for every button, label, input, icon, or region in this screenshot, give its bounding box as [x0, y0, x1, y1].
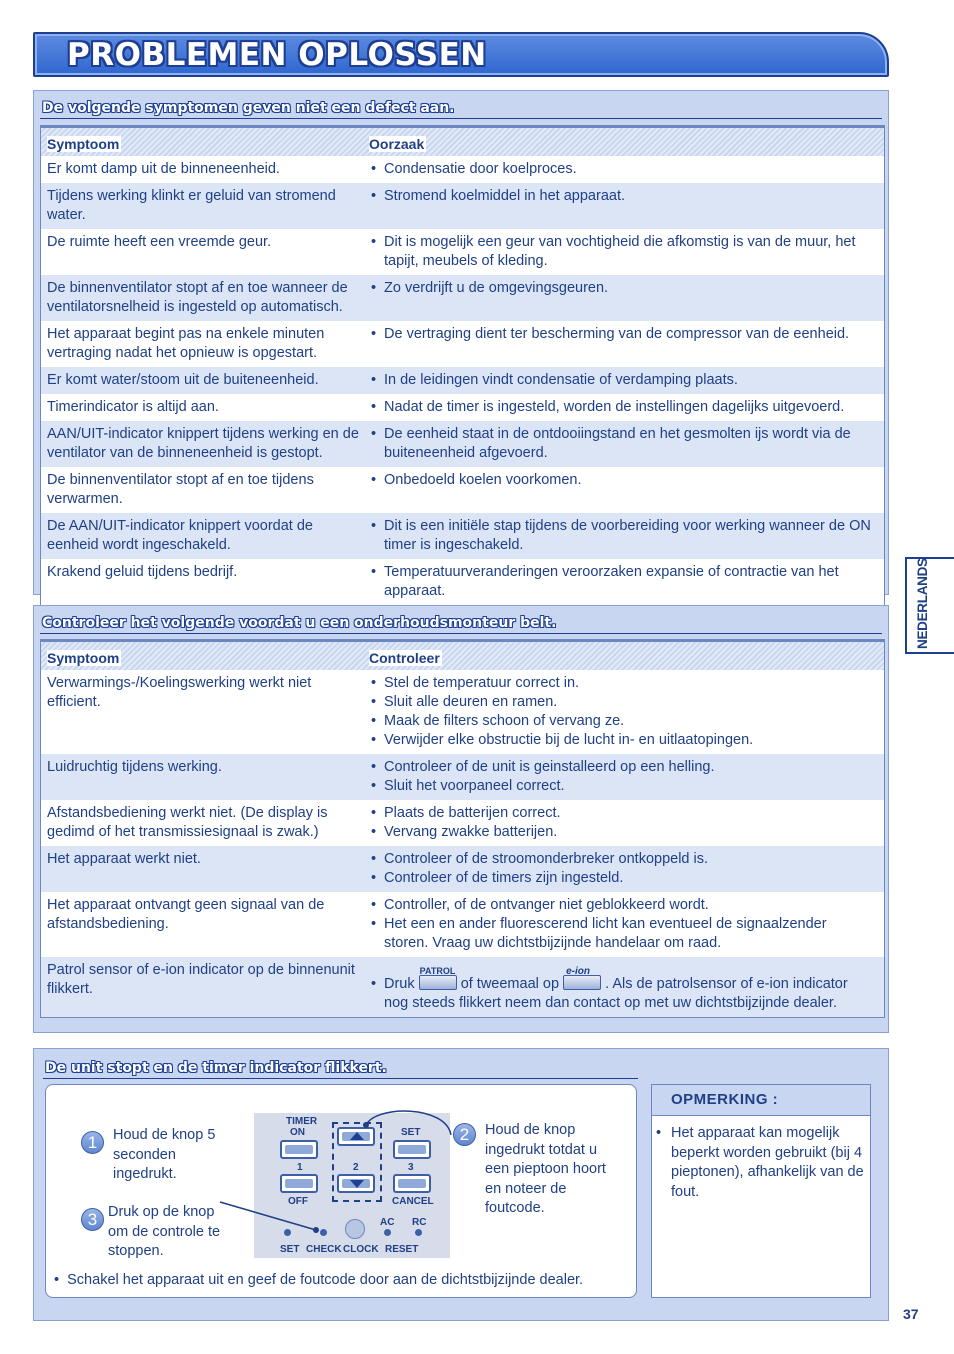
- bullet-dot: •: [371, 897, 377, 913]
- table-row: [41, 229, 884, 275]
- down-arrow-icon: [350, 1180, 364, 1188]
- cause-cell: [369, 394, 884, 421]
- symptom-cell: AAN/UIT-indicator knippert tijdens werking en de ventilator van de binneneenheid is gestopt.: [47, 426, 359, 461]
- page-title: PROBLEMEN OPLOSSEN: [67, 37, 487, 73]
- bullet-dot: •: [371, 472, 377, 488]
- cause-cell: [369, 321, 884, 367]
- bullet-text: Condensatie door koelproces.: [384, 161, 577, 177]
- bullet-dot: •: [371, 280, 377, 296]
- bullet-item: [369, 371, 874, 390]
- bullet-dot: •: [371, 326, 377, 342]
- section-no-defect: [33, 90, 889, 599]
- bullet-text: Sluit alle deuren en ramen.: [384, 694, 558, 710]
- bullet-item: [369, 325, 874, 344]
- bullet-text: Temperatuurveranderingen veroorzaken expansie of contractie van het apparaat.: [384, 564, 839, 599]
- final-instruction-text: Schakel het apparaat uit en geef de foutcode door aan de dichtstbijzijnde dealer.: [67, 1272, 584, 1288]
- bullet-dot: •: [371, 694, 377, 710]
- bullet-item: [369, 187, 874, 206]
- bullet-dot: •: [371, 564, 377, 580]
- bullet-item: [369, 425, 874, 463]
- page-number: 37: [903, 1306, 919, 1322]
- table-row: [41, 957, 884, 1017]
- bullet-text: Plaats de batterijen correct.: [384, 805, 561, 821]
- bullet-text: Maak de filters schoon of vervang ze.: [384, 713, 625, 729]
- cancel-button[interactable]: [393, 1174, 431, 1193]
- step-2-badge: 2: [453, 1123, 476, 1146]
- bullet-item: [369, 471, 874, 490]
- bullet-dot: •: [371, 732, 377, 748]
- bullet-text: De vertraging dient ter bescherming van de compressor van de eenheid.: [384, 326, 850, 342]
- bullet-item: [369, 758, 874, 777]
- set-label: SET: [401, 1127, 421, 1138]
- up-arrow-icon: [350, 1132, 364, 1140]
- symptom-cell: De AAN/UIT-indicator knippert voordat de eenheid wordt ingeschakeld.: [47, 518, 313, 553]
- bullet-dot: •: [371, 372, 377, 388]
- cause-cell: [369, 559, 884, 605]
- cause-cell: [369, 800, 884, 846]
- bullet-dot: •: [371, 870, 377, 886]
- table-header: [41, 126, 884, 156]
- reset-label: RESET: [385, 1244, 419, 1255]
- bullet-dot: •: [371, 426, 377, 442]
- table-row: [41, 559, 884, 605]
- bullet-item: [369, 517, 874, 555]
- table-row: [41, 367, 884, 394]
- step-3-badge: 3: [81, 1208, 104, 1231]
- table-row: [41, 754, 884, 800]
- check-table: [40, 639, 885, 1018]
- cause-cell: [369, 367, 884, 394]
- bullet-item: [369, 563, 874, 601]
- rest-text: . Als de patrolsensor of e-ion indicator nog steeds flikkert neem dan contact op met uw dichtstbijzijnde dealer.: [384, 976, 848, 1011]
- symptom-cell: Krakend geluid tijdens bedrijf.: [47, 564, 238, 580]
- patrol-button-icon: [419, 966, 457, 990]
- instruction-box: [45, 1084, 637, 1298]
- rc-dot-button[interactable]: [415, 1229, 422, 1236]
- bullet-item: [369, 712, 874, 731]
- table-row: [41, 321, 884, 367]
- bullet-dot: •: [371, 976, 377, 992]
- bullet-item: [369, 804, 874, 823]
- cause-cell: [369, 957, 884, 1017]
- bullet-item: [369, 233, 874, 271]
- btn2-label: 2: [353, 1162, 359, 1173]
- cause-cell: [369, 421, 884, 467]
- cause-cell: [369, 183, 884, 229]
- bullet-item: [369, 693, 874, 712]
- bullet-dot: •: [371, 759, 377, 775]
- note-body: [656, 1124, 868, 1202]
- section-heading: De unit stopt en de timer indicator flikkert.: [45, 1060, 387, 1076]
- cause-cell: [369, 229, 884, 275]
- symptom-cell: Het apparaat werkt niet.: [47, 851, 201, 867]
- bullet-text: Het een en ander fluorescerend licht kan eventueel de signaalzender storen. Vraag uw dichtstbijzijnde handelaar om raad.: [384, 916, 827, 951]
- step-1-text: Houd de knop 5 seconden ingedrukt.: [113, 1127, 216, 1182]
- col-cause-header: Oorzaak: [369, 136, 425, 152]
- bullet-dot: •: [371, 188, 377, 204]
- cause-cell: [369, 467, 884, 513]
- bullet-item: [369, 850, 874, 869]
- bullet-dot: •: [371, 805, 377, 821]
- note-text: Het apparaat kan mogelijk beperkt worden gebruikt (bij 4 pieptonen), afhankelijk van de fout.: [671, 1125, 864, 1200]
- section-check-before-call: [33, 605, 889, 1033]
- bottom-set-label: SET: [280, 1244, 300, 1255]
- bullet-text: In de leidingen vindt condensatie of verdamping plaats.: [384, 372, 738, 388]
- bullet-dot: •: [371, 851, 377, 867]
- bullet-dot: •: [371, 675, 377, 691]
- symptom-cell: Tijdens werking klinkt er geluid van stromend water.: [47, 188, 336, 223]
- table-header: [41, 640, 884, 670]
- bullet-text: Controleer of de unit is geinstalleerd op een helling.: [384, 759, 715, 775]
- bullet-item: [369, 279, 874, 298]
- table-row: [41, 156, 884, 183]
- bullet-text: Verwijder elke obstructie bij de lucht in- en uitlaatopingen.: [384, 732, 754, 748]
- title-bar: [33, 32, 889, 77]
- symptom-cell: Patrol sensor of e-ion indicator op de binnenunit flikkert.: [47, 962, 355, 997]
- symptom-cell: Luidruchtig tijdens werking.: [47, 759, 222, 775]
- bullet-text: Dit is mogelijk een geur van vochtigheid die afkomstig is van de muur, het tapijt, meubels of kleding.: [384, 234, 856, 269]
- step-3-text: Druk op de knop om de controle te stoppen.: [108, 1204, 221, 1259]
- cause-cell: [369, 513, 884, 559]
- bullet-text: Stromend koelmiddel in het apparaat.: [384, 188, 626, 204]
- bullet-item: [369, 398, 874, 417]
- rc-label: RC: [412, 1217, 427, 1228]
- btn1-label: 1: [297, 1162, 303, 1173]
- bullet-item: [369, 869, 874, 888]
- ac-dot-button[interactable]: [384, 1229, 391, 1236]
- section-heading: De volgende symptomen geven niet een defect aan.: [42, 100, 455, 116]
- bullet-text: [384, 966, 874, 1013]
- bullet-item: [369, 674, 874, 693]
- bullet-text: Stel de temperatuur correct in.: [384, 675, 580, 691]
- bullet-dot: •: [371, 518, 377, 534]
- table-row: [41, 513, 884, 559]
- bullet-item: [369, 896, 874, 915]
- timer-on-button[interactable]: [280, 1140, 318, 1159]
- table-row: [41, 800, 884, 846]
- cause-cell: [369, 846, 884, 892]
- final-instruction: [54, 1271, 629, 1291]
- symptom-cell: De binnenventilator stopt af en toe tijdens verwarmen.: [47, 472, 314, 507]
- col-check-header: Controleer: [369, 650, 440, 666]
- set-dot-button[interactable]: [284, 1229, 291, 1236]
- ac-label: AC: [380, 1217, 395, 1228]
- set-button[interactable]: [393, 1140, 431, 1159]
- timer-label: TIMER: [286, 1116, 318, 1127]
- off-label: OFF: [288, 1196, 308, 1207]
- bullet-dot: •: [371, 234, 377, 250]
- bullet-text: Dit is een initiële stap tijdens de voorbereiding voor werking wanneer de ON timer is ingeschakeld.: [384, 518, 871, 553]
- symptom-cell: Verwarmings-/Koelingswerking werkt niet efficient.: [47, 675, 312, 710]
- col-symptom-header: Symptoom: [47, 650, 120, 666]
- bullet-text: Sluit het voorpaneel correct.: [384, 778, 565, 794]
- col-symptom-header: Symptoom: [47, 136, 120, 152]
- check-dot-button[interactable]: [320, 1229, 327, 1236]
- twice-text: of tweemaal op: [460, 976, 560, 992]
- bullet-text: Onbedoeld koelen voorkomen.: [384, 472, 582, 488]
- bullet-text: Controleer of de timers zijn ingesteld.: [384, 870, 624, 886]
- eion-button-icon: [563, 966, 601, 990]
- bullet-text: Nadat de timer is ingesteld, worden de instellingen dagelijks uitgevoerd.: [384, 399, 845, 415]
- section-timer-flicker: [33, 1048, 889, 1321]
- table-row: [41, 183, 884, 229]
- symptom-table: [40, 125, 885, 606]
- btn3-label: 3: [408, 1162, 414, 1173]
- cause-cell: [369, 892, 884, 957]
- bullet-item: [369, 823, 874, 842]
- bullet-item: [369, 915, 874, 953]
- clock-label: CLOCK: [343, 1244, 379, 1255]
- bullet-text: De eenheid staat in de ontdooiingstand en het gesmolten ijs wordt via de buiteneenheid afgevoerd.: [384, 426, 851, 461]
- bullet-item: [369, 966, 874, 1013]
- language-tab: [905, 557, 954, 654]
- symptom-cell: Het apparaat begint pas na enkele minuten vertraging nadat het opnieuw is opgestart.: [47, 326, 325, 361]
- language-label: NEDERLANDS: [915, 558, 930, 649]
- bullet-dot: •: [371, 824, 377, 840]
- symptom-cell: Timerindicator is altijd aan.: [47, 399, 219, 415]
- symptom-cell: Er komt damp uit de binneneenheid.: [47, 161, 280, 177]
- step-2-text: Houd de knop ingedrukt totdat u een pieptoon hoort en noteer de foutcode.: [485, 1122, 606, 1216]
- bullet-item: [369, 777, 874, 796]
- eion-label: e-ion: [566, 966, 590, 977]
- bullet-dot: •: [371, 399, 377, 415]
- bullet-item: [369, 731, 874, 750]
- table-row: [41, 892, 884, 957]
- bullet-text: Vervang zwakke batterijen.: [384, 824, 558, 840]
- table-row: [41, 670, 884, 754]
- table-body: [41, 670, 884, 1017]
- clock-button[interactable]: [345, 1219, 365, 1239]
- bullet-dot: •: [371, 713, 377, 729]
- symptom-cell: Er komt water/stoom uit de buiteneenheid.: [47, 372, 319, 388]
- up-button[interactable]: [337, 1127, 375, 1146]
- table-row: [41, 394, 884, 421]
- check-label: CHECK: [306, 1244, 342, 1255]
- table-row: [41, 275, 884, 321]
- symptom-cell: De ruimte heeft een vreemde geur.: [47, 234, 272, 250]
- bullet-dot: •: [54, 1272, 68, 1288]
- symptom-cell: De binnenventilator stopt af en toe wanneer de ventilatorsnelheid is ingesteld op automatisch.: [47, 280, 348, 315]
- cause-cell: [369, 156, 884, 183]
- heading-rule: [40, 633, 882, 634]
- cause-cell: [369, 754, 884, 800]
- symptom-cell: Het apparaat ontvangt geen signaal van de afstandsbediening.: [47, 897, 325, 932]
- table-row: [41, 467, 884, 513]
- remote-control-illustration: [254, 1113, 450, 1258]
- cause-cell: [369, 275, 884, 321]
- symptom-cell: Afstandsbediening werkt niet. (De display is gedimd of het transmissiesignaal is zwak.): [47, 805, 328, 840]
- note-heading: OPMERKING :: [652, 1085, 870, 1116]
- press-text: Druk: [384, 976, 415, 992]
- bullet-dot: •: [656, 1125, 662, 1141]
- bullet-text: Controleer of de stroomonderbreker ontkoppeld is.: [384, 851, 709, 867]
- section-heading: Controleer het volgende voordat u een onderhoudsmonteur belt.: [42, 615, 557, 631]
- bullet-text: Controller, of de ontvanger niet geblokkeerd wordt.: [384, 897, 709, 913]
- bullet-dot: •: [371, 778, 377, 794]
- heading-rule: [43, 1078, 638, 1079]
- bullet-dot: •: [371, 916, 377, 932]
- table-row: [41, 846, 884, 892]
- timer-off-button[interactable]: [280, 1174, 318, 1193]
- table-row: [41, 421, 884, 467]
- patrol-label: PATROL: [419, 966, 456, 976]
- on-label: ON: [290, 1127, 305, 1138]
- table-body: [41, 156, 884, 605]
- bullet-dot: •: [371, 161, 377, 177]
- cancel-label: CANCEL: [392, 1196, 434, 1207]
- bullet-item: [369, 160, 874, 179]
- down-button[interactable]: [337, 1174, 375, 1193]
- bullet-text: Zo verdrijft u de omgevingsgeuren.: [384, 280, 609, 296]
- note-box: [651, 1084, 871, 1298]
- heading-rule: [40, 118, 882, 119]
- step-1-badge: 1: [81, 1131, 104, 1154]
- cause-cell: [369, 670, 884, 754]
